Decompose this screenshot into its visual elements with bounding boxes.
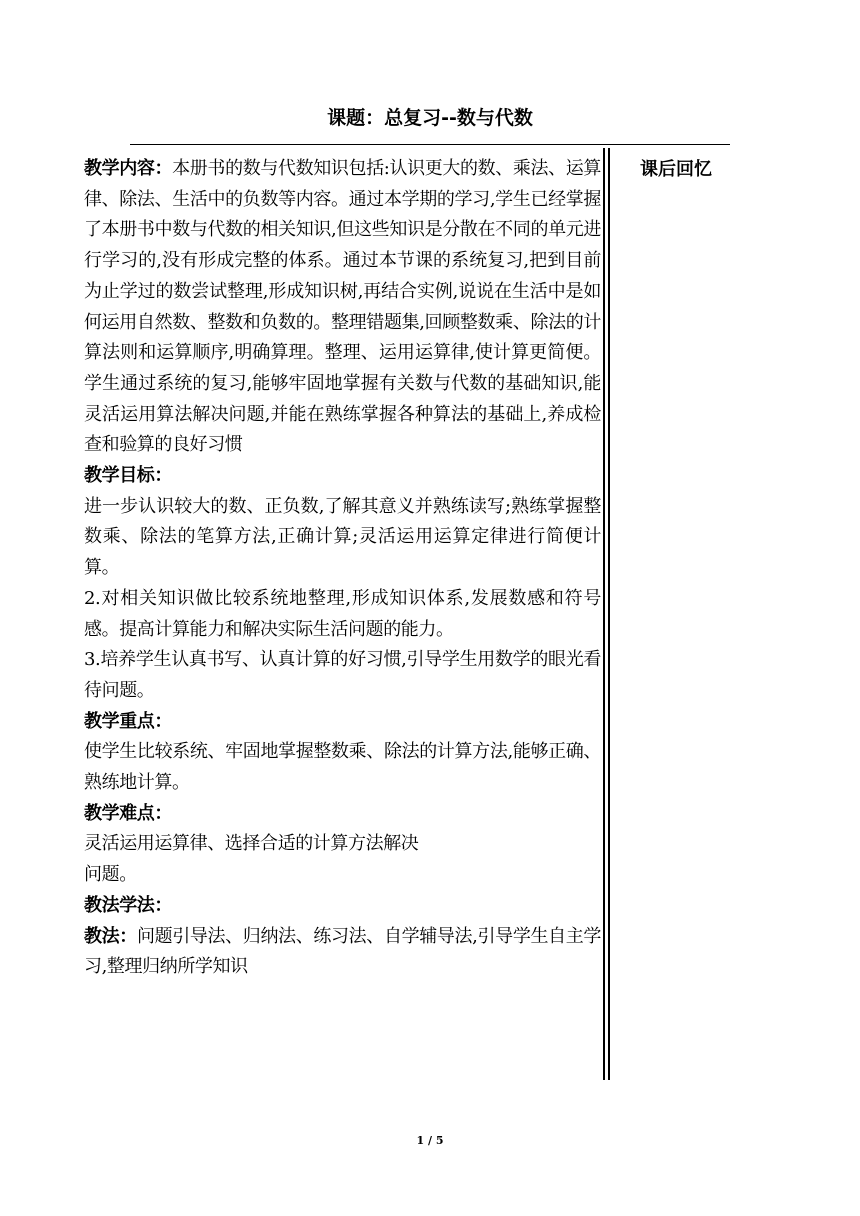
review-column-title: 课后回忆: [640, 159, 712, 180]
methods-label: 教法学法：: [84, 894, 172, 916]
difficulties-text-line2: 问题。: [84, 864, 137, 886]
teaching-goal-item: 进一步认识较大的数、正负数,了解其意义并熟练读写;熟练掌握整数乘、除法的笔算方法,正确计算;灵活运用运算定律进行简便计算。: [84, 495, 601, 579]
lesson-title: 课题：总复习--数与代数: [327, 107, 533, 129]
key-points-label: 教学重点：: [84, 710, 172, 732]
teaching-content-label: 教学内容：: [84, 158, 173, 179]
title-underline: [130, 144, 730, 145]
page-number: 1 / 5: [416, 1134, 444, 1147]
teaching-goal-item: 3.培养学生认真书写、认真计算的好习惯,引导学生用数学的眼光看待问题。: [84, 649, 601, 701]
column-divider-right: [608, 148, 610, 1080]
teaching-methods-text: 问题引导法、归纳法、练习法、自学辅导法,引导学生自主学习,整理归纳所学知识: [84, 925, 601, 978]
difficulties-text-line1: 灵活运用运算律、选择合适的计算方法解决: [84, 833, 419, 855]
teaching-methods-label: 教法：: [84, 925, 137, 947]
key-points-text: 使学生比较系统、牢固地掌握整数乘、除法的计算方法,能够正确、熟练地计算。: [84, 741, 601, 794]
teaching-content-text: 本册书的数与代数知识包括:认识更大的数、乘法、运算律、除法、生活中的负数等内容。通过本学期的学习,学生已经掌握了本册书中数与代数的相关知识,但这些知识是分散在不同的单元进行学习的,没有形成完整的体系。通过本节课的系统复习,把到目前为止学过的数尝试整理,形成知识树,再结合实例,说说在生活中是如何运用自然数、整数和负数的。整理错题集,回顾整数乘、除法的计算法则和运算顺序,明确算理。整理、运用运算律,使计算更简便。学生通过系统的复习,能够牢固地掌握有关数与代数的基础知识,能灵活运用算法解决问题,并能在熟练掌握各种算法的基础上,养成检查和验算的良好习惯: [84, 158, 602, 456]
difficulties-label: 教学难点：: [84, 802, 172, 824]
column-divider-left: [603, 148, 605, 1080]
teaching-goal-item: 2.对相关知识做比较系统地整理,形成知识体系,发展数感和符号感。提高计算能力和解决实际生活问题的能力。: [84, 587, 601, 640]
teaching-content-paragraph: [84, 154, 601, 461]
teaching-goals-label: 教学目标：: [84, 465, 172, 487]
teaching-methods-paragraph: [84, 922, 601, 983]
lesson-plan-body: [84, 154, 601, 983]
